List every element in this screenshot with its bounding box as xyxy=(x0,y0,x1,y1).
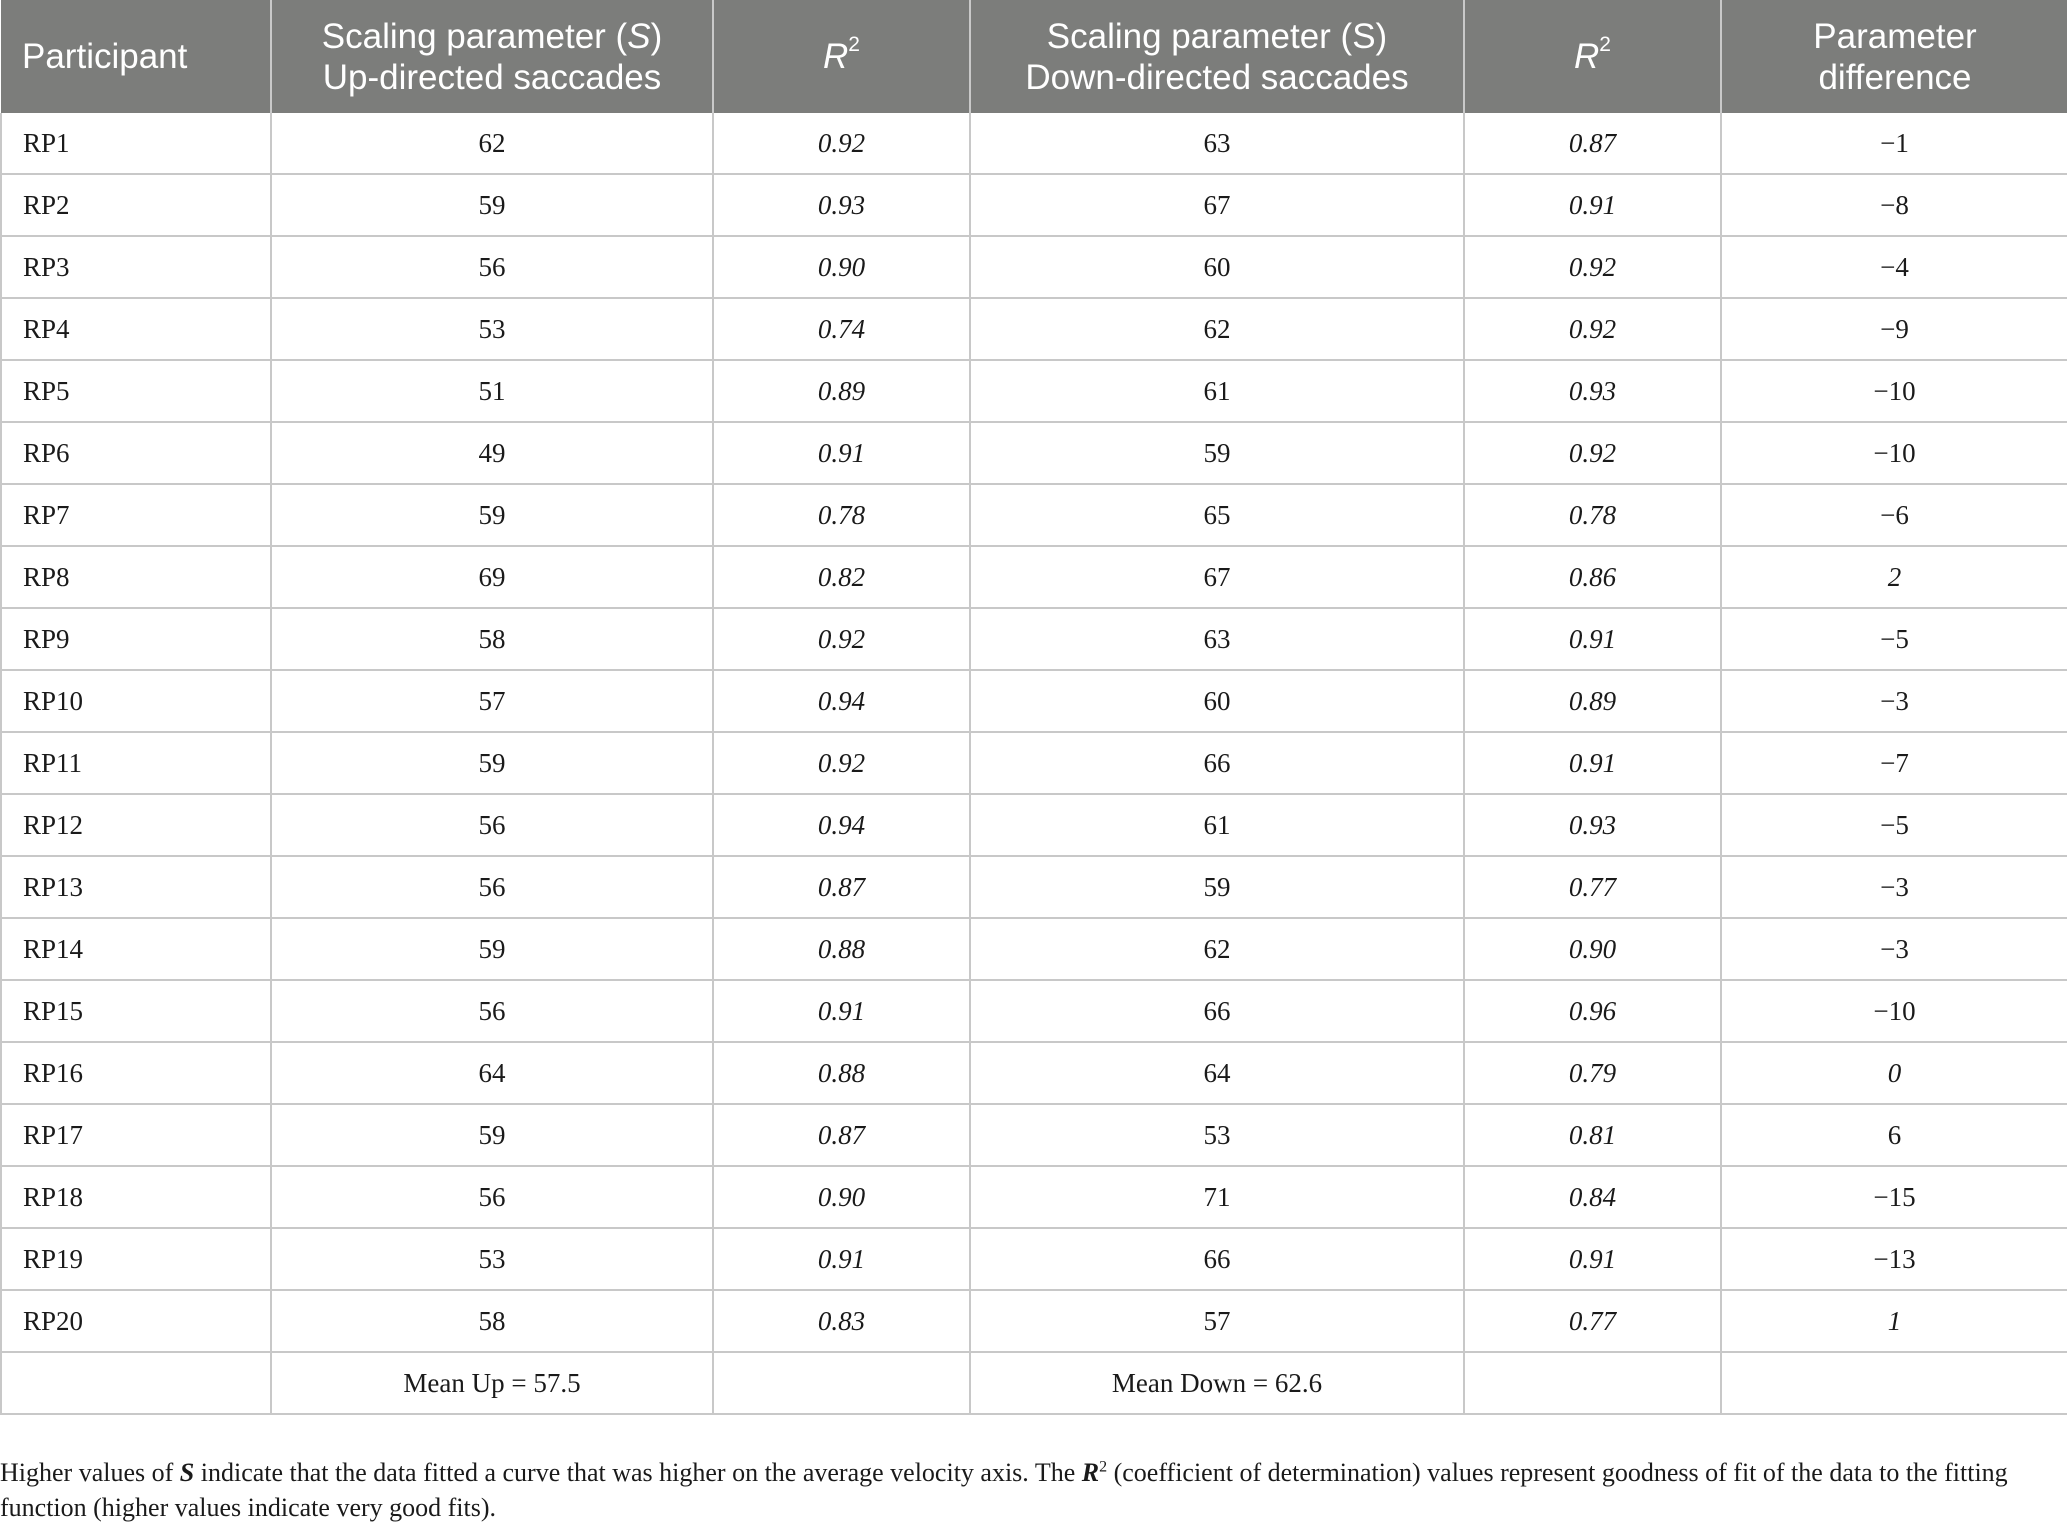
param-diff-cell: −10 xyxy=(1721,422,2067,484)
r2-down-cell: 0.90 xyxy=(1464,918,1721,980)
down-param-cell: 60 xyxy=(970,236,1464,298)
r2-down-cell: 0.92 xyxy=(1464,422,1721,484)
r2-up-cell: 0.82 xyxy=(713,546,970,608)
table-row xyxy=(1,1042,2067,1104)
r2-down-cell: 0.91 xyxy=(1464,1228,1721,1290)
r2-up-cell: 0.91 xyxy=(713,1228,970,1290)
param-diff-cell: −1 xyxy=(1721,113,2067,174)
r2-up-cell: 0.92 xyxy=(713,732,970,794)
down-param-cell: 63 xyxy=(970,608,1464,670)
participant-cell: RP11 xyxy=(1,732,271,794)
r2-down-cell: 0.78 xyxy=(1464,484,1721,546)
up-param-cell: 64 xyxy=(271,1042,713,1104)
param-diff-cell: −8 xyxy=(1721,174,2067,236)
r2-down-cell: 0.91 xyxy=(1464,174,1721,236)
participant-cell: RP16 xyxy=(1,1042,271,1104)
up-param-cell: 59 xyxy=(271,1104,713,1166)
param-diff-cell: 1 xyxy=(1721,1290,2067,1352)
header-param-diff: Parameter difference xyxy=(1721,0,2067,113)
down-param-cell: 67 xyxy=(970,174,1464,236)
table-row xyxy=(1,608,2067,670)
up-param-cell: 56 xyxy=(271,856,713,918)
r2-down-cell: 0.93 xyxy=(1464,360,1721,422)
r2-down-cell: 0.92 xyxy=(1464,298,1721,360)
up-param-cell: 59 xyxy=(271,918,713,980)
r2-down-cell: 0.77 xyxy=(1464,856,1721,918)
table-row xyxy=(1,174,2067,236)
up-param-cell: 49 xyxy=(271,422,713,484)
r2-down-cell: 0.79 xyxy=(1464,1042,1721,1104)
r2-up-cell: 0.87 xyxy=(713,1104,970,1166)
header-r2-up: $R^2$ xyxy=(713,0,970,113)
table-row xyxy=(1,1290,2067,1352)
participant-cell: RP5 xyxy=(1,360,271,422)
r2-up-cell: 0.87 xyxy=(713,856,970,918)
table-row xyxy=(1,732,2067,794)
mean-up-cell: Mean Up = 57.5 xyxy=(271,1352,713,1414)
table-footnote: Higher values of S indicate that the data fitted a curve that was higher on the average velocity axis. The $R^2$ (coefficient of determination) values represent goodness of fit of the data to the fitting function (higher values indicate very good fits). xyxy=(0,1458,2008,1522)
table-row xyxy=(1,484,2067,546)
table-row xyxy=(1,856,2067,918)
table-row xyxy=(1,1104,2067,1166)
participant-cell: RP1 xyxy=(1,113,271,174)
header-participant: Participant xyxy=(1,0,271,113)
up-param-cell: 62 xyxy=(271,113,713,174)
participant-cell: RP2 xyxy=(1,174,271,236)
table-row xyxy=(1,113,2067,174)
participant-cell: RP9 xyxy=(1,608,271,670)
r2-up-cell: 0.88 xyxy=(713,1042,970,1104)
param-diff-cell: −4 xyxy=(1721,236,2067,298)
down-param-cell: 61 xyxy=(970,360,1464,422)
r2-up-cell: 0.90 xyxy=(713,1166,970,1228)
r2-down-cell: 0.91 xyxy=(1464,732,1721,794)
table-row xyxy=(1,298,2067,360)
param-diff-cell: −5 xyxy=(1721,608,2067,670)
down-param-cell: 66 xyxy=(970,980,1464,1042)
down-param-cell: 62 xyxy=(970,918,1464,980)
param-diff-cell: −3 xyxy=(1721,918,2067,980)
r2-up-cell: 0.89 xyxy=(713,360,970,422)
r2-down-cell: 0.87 xyxy=(1464,113,1721,174)
header-r2-down: $R^2$ xyxy=(1464,0,1721,113)
r2-down-cell: 0.89 xyxy=(1464,670,1721,732)
down-param-cell: 65 xyxy=(970,484,1464,546)
param-diff-cell: −10 xyxy=(1721,360,2067,422)
down-param-cell: 62 xyxy=(970,298,1464,360)
up-param-cell: 56 xyxy=(271,980,713,1042)
r2-up-cell: 0.92 xyxy=(713,608,970,670)
param-diff-cell: −9 xyxy=(1721,298,2067,360)
r2-down-cell: 0.91 xyxy=(1464,608,1721,670)
mean-empty-cell xyxy=(1,1352,271,1414)
mean-empty-cell xyxy=(713,1352,970,1414)
table-row xyxy=(1,236,2067,298)
participant-cell: RP15 xyxy=(1,980,271,1042)
table-row xyxy=(1,546,2067,608)
table-row xyxy=(1,794,2067,856)
r2-down-cell: 0.84 xyxy=(1464,1166,1721,1228)
param-diff-cell: 6 xyxy=(1721,1104,2067,1166)
up-param-cell: 59 xyxy=(271,174,713,236)
participant-cell: RP18 xyxy=(1,1166,271,1228)
up-param-cell: 69 xyxy=(271,546,713,608)
param-diff-cell: −7 xyxy=(1721,732,2067,794)
participant-cell: RP4 xyxy=(1,298,271,360)
r2-down-cell: 0.92 xyxy=(1464,236,1721,298)
table-row xyxy=(1,422,2067,484)
up-param-cell: 57 xyxy=(271,670,713,732)
header-down-param: Scaling parameter (S) Down-directed saccades xyxy=(970,0,1464,113)
table-row xyxy=(1,980,2067,1042)
participant-cell: RP14 xyxy=(1,918,271,980)
table-header xyxy=(1,0,2067,113)
participant-cell: RP19 xyxy=(1,1228,271,1290)
down-param-cell: 57 xyxy=(970,1290,1464,1352)
participant-cell: RP10 xyxy=(1,670,271,732)
r2-up-cell: 0.91 xyxy=(713,980,970,1042)
down-param-cell: 53 xyxy=(970,1104,1464,1166)
down-param-cell: 71 xyxy=(970,1166,1464,1228)
r2-down-cell: 0.93 xyxy=(1464,794,1721,856)
param-diff-cell: −13 xyxy=(1721,1228,2067,1290)
down-param-cell: 59 xyxy=(970,856,1464,918)
participant-cell: RP7 xyxy=(1,484,271,546)
r2-up-cell: 0.94 xyxy=(713,794,970,856)
table-row xyxy=(1,1166,2067,1228)
param-diff-cell: −3 xyxy=(1721,856,2067,918)
header-up-param: Scaling parameter (S) Up-directed saccades xyxy=(271,0,713,113)
up-param-cell: 53 xyxy=(271,1228,713,1290)
table-row xyxy=(1,918,2067,980)
r2-up-cell: 0.94 xyxy=(713,670,970,732)
r2-up-cell: 0.88 xyxy=(713,918,970,980)
r2-down-cell: 0.86 xyxy=(1464,546,1721,608)
down-param-cell: 67 xyxy=(970,546,1464,608)
table-row xyxy=(1,1228,2067,1290)
mean-row xyxy=(1,1352,2067,1414)
r2-up-cell: 0.93 xyxy=(713,174,970,236)
participant-cell: RP6 xyxy=(1,422,271,484)
up-param-cell: 56 xyxy=(271,1166,713,1228)
down-param-cell: 66 xyxy=(970,732,1464,794)
down-param-cell: 61 xyxy=(970,794,1464,856)
r2-up-cell: 0.74 xyxy=(713,298,970,360)
down-param-cell: 66 xyxy=(970,1228,1464,1290)
up-param-cell: 58 xyxy=(271,608,713,670)
up-param-cell: 56 xyxy=(271,794,713,856)
down-param-cell: 60 xyxy=(970,670,1464,732)
r2-down-cell: 0.96 xyxy=(1464,980,1721,1042)
participant-cell: RP12 xyxy=(1,794,271,856)
table-row xyxy=(1,670,2067,732)
up-param-cell: 58 xyxy=(271,1290,713,1352)
r2-up-cell: 0.91 xyxy=(713,422,970,484)
param-diff-cell: −6 xyxy=(1721,484,2067,546)
r2-down-cell: 0.77 xyxy=(1464,1290,1721,1352)
mean-empty-cell xyxy=(1721,1352,2067,1414)
r2-up-cell: 0.90 xyxy=(713,236,970,298)
down-param-cell: 64 xyxy=(970,1042,1464,1104)
mean-empty-cell xyxy=(1464,1352,1721,1414)
up-param-cell: 53 xyxy=(271,298,713,360)
participant-cell: RP20 xyxy=(1,1290,271,1352)
participant-cell: RP3 xyxy=(1,236,271,298)
up-param-cell: 56 xyxy=(271,236,713,298)
r2-up-cell: 0.92 xyxy=(713,113,970,174)
param-diff-cell: −15 xyxy=(1721,1166,2067,1228)
participant-cell: RP8 xyxy=(1,546,271,608)
param-diff-cell: 2 xyxy=(1721,546,2067,608)
down-param-cell: 59 xyxy=(970,422,1464,484)
up-param-cell: 59 xyxy=(271,484,713,546)
param-diff-cell: 0 xyxy=(1721,1042,2067,1104)
param-diff-cell: −10 xyxy=(1721,980,2067,1042)
mean-down-cell: Mean Down = 62.6 xyxy=(970,1352,1464,1414)
down-param-cell: 63 xyxy=(970,113,1464,174)
participant-cell: RP17 xyxy=(1,1104,271,1166)
param-diff-cell: −5 xyxy=(1721,794,2067,856)
up-param-cell: 51 xyxy=(271,360,713,422)
r2-up-cell: 0.83 xyxy=(713,1290,970,1352)
table-body xyxy=(1,113,2067,1414)
param-diff-cell: −3 xyxy=(1721,670,2067,732)
participant-cell: RP13 xyxy=(1,856,271,918)
r2-down-cell: 0.81 xyxy=(1464,1104,1721,1166)
r2-up-cell: 0.78 xyxy=(713,484,970,546)
table-row xyxy=(1,360,2067,422)
up-param-cell: 59 xyxy=(271,732,713,794)
